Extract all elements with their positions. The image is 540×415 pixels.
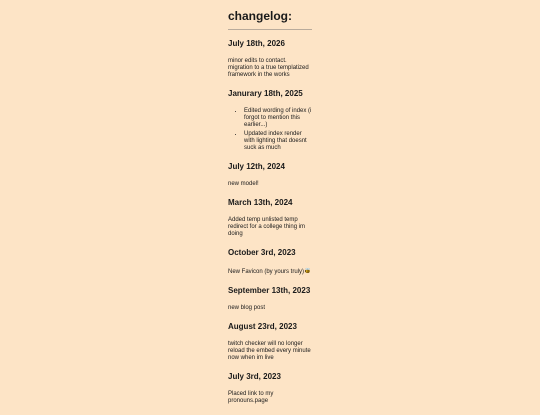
changelog-entry bbox=[228, 286, 312, 312]
entry-date: September 13th, 2023 bbox=[228, 286, 311, 295]
changelog-entry bbox=[228, 89, 312, 152]
entry-text: minor edits to contact. migration to a true templatized framework in the works bbox=[228, 58, 309, 78]
changelog-entry bbox=[228, 39, 312, 79]
entry-text: Placed link to my pronouns.page bbox=[228, 391, 274, 404]
entry-text: Added temp unlisted temp redirect for a college thing im doing bbox=[228, 217, 306, 237]
entry-text: new model! bbox=[228, 181, 259, 187]
changelog-entry bbox=[228, 372, 312, 405]
list-item: • Updated index render with lighting that doesnt suck as much bbox=[244, 131, 312, 152]
entry-date: July 18th, 2026 bbox=[228, 39, 285, 48]
entry-date: Janurary 18th, 2025 bbox=[228, 89, 303, 98]
changelog-entry bbox=[228, 322, 312, 362]
title-divider bbox=[228, 29, 312, 30]
entry-text: new blog post bbox=[228, 305, 266, 311]
entry-date: July 12th, 2024 bbox=[228, 162, 285, 171]
changelog-entry bbox=[228, 198, 312, 238]
entry-date: March 13th, 2024 bbox=[228, 198, 293, 207]
entry-text: twitch checker will no longer reload the embed every minute now when im live bbox=[228, 341, 311, 361]
changelog-entry bbox=[228, 162, 312, 188]
changelog-entry bbox=[228, 248, 312, 276]
bee-emoji-icon bbox=[304, 267, 311, 274]
entry-list bbox=[228, 108, 312, 152]
page-title: changelog: bbox=[228, 9, 293, 23]
entry-date: July 3rd, 2023 bbox=[228, 372, 281, 381]
entry-text: New Favicon (by yours truly) bbox=[228, 269, 305, 275]
changelog-column bbox=[228, 9, 312, 415]
entry-date: October 3rd, 2023 bbox=[228, 248, 296, 257]
list-item: • Edited wording of index (i forgot to mention this earlier...) bbox=[244, 108, 312, 129]
entry-date: August 23rd, 2023 bbox=[228, 322, 297, 331]
entry-text-with-icon bbox=[228, 267, 312, 276]
